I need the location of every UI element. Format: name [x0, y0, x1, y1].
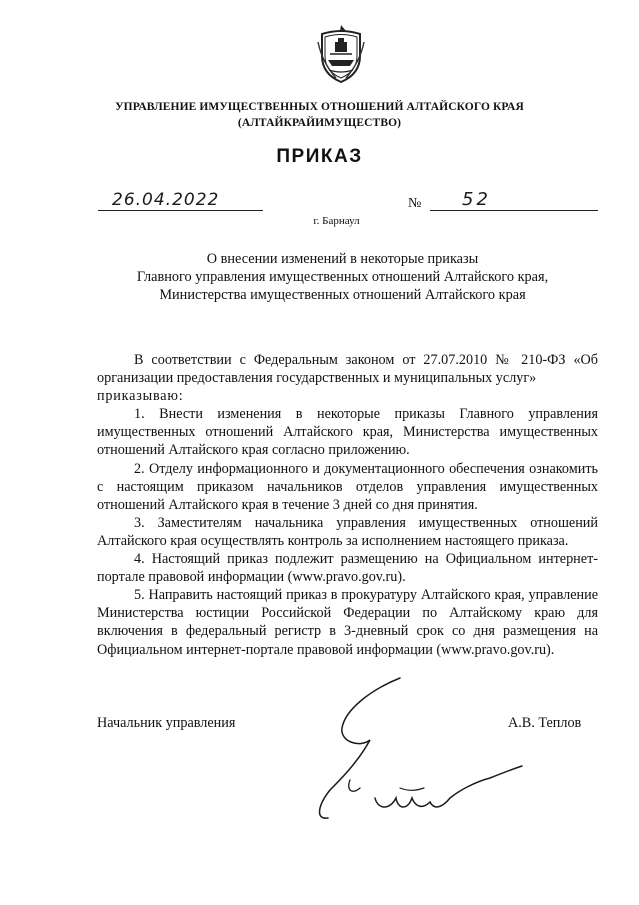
order-item: 4. Настоящий приказ подлежит размещению на Официальном интернет-портале правовой информации (www.pravo.gov.ru).: [97, 551, 598, 586]
preamble-paragraph: В соответствии с Федеральным законом от 27.07.2010 № 210-ФЗ «Об организации предоставления государственных и муниципальных услуг»: [97, 352, 598, 387]
order-item: 1. Внести изменения в некоторые приказы Главного управления имущественных отношений Алтайского края, Министерства имущественных отношений Алтайского края согласно приложению.: [97, 406, 598, 459]
subject-line: Министерства имущественных отношений Алтайского края: [159, 287, 526, 303]
order-item: 3. Заместителям начальника управления имущественных отношений Алтайского края осуществлять контроль за исполнением настоящего приказа.: [97, 514, 598, 549]
city: г. Барнаул: [313, 215, 360, 227]
number-sign: №: [408, 196, 422, 211]
coat-of-arms-emblem: [316, 22, 366, 84]
number-underline: [430, 210, 598, 211]
document-date: 26.04.2022: [112, 190, 220, 210]
signer-position: Начальник управления: [97, 715, 236, 731]
subject-line: О внесении изменений в некоторые приказы: [206, 251, 479, 267]
signer-name: А.В. Теплов: [508, 715, 582, 731]
organization-short-name: (АЛТАЙКРАЙИМУЩЕСТВО): [237, 117, 402, 129]
document-body: [97, 351, 598, 659]
subject-line: Главного управления имущественных отношений Алтайского края,: [136, 269, 549, 285]
order-item: 5. Направить настоящий приказ в прокуратуру Алтайского края, управление Министерства юстиции Российской Федерации по Алтайскому краю для включения в федеральный регистр в 3-дневный срок со дня размещения на Официальном интернет-портале правовой информации (www.pravo.gov.ru).: [97, 587, 598, 658]
order-item: 2. Отделу информационного и документационного обеспечения ознакомить с настоящим приказом начальников отделов управления имущественных отношений Алтайского края в течение 3 дней со дня принятия.: [97, 460, 598, 513]
document-subject: [0, 250, 639, 304]
document-number: 52: [462, 189, 491, 210]
document-type-title: ПРИКАЗ: [276, 146, 363, 167]
handwritten-signature: [300, 670, 540, 840]
order-word: приказываю:: [97, 388, 184, 405]
date-underline: [98, 210, 263, 211]
city-line: [0, 215, 639, 227]
organization-name: УПРАВЛЕНИЕ ИМУЩЕСТВЕННЫХ ОТНОШЕНИЙ АЛТАЙСКОГО КРАЯ: [115, 101, 524, 113]
